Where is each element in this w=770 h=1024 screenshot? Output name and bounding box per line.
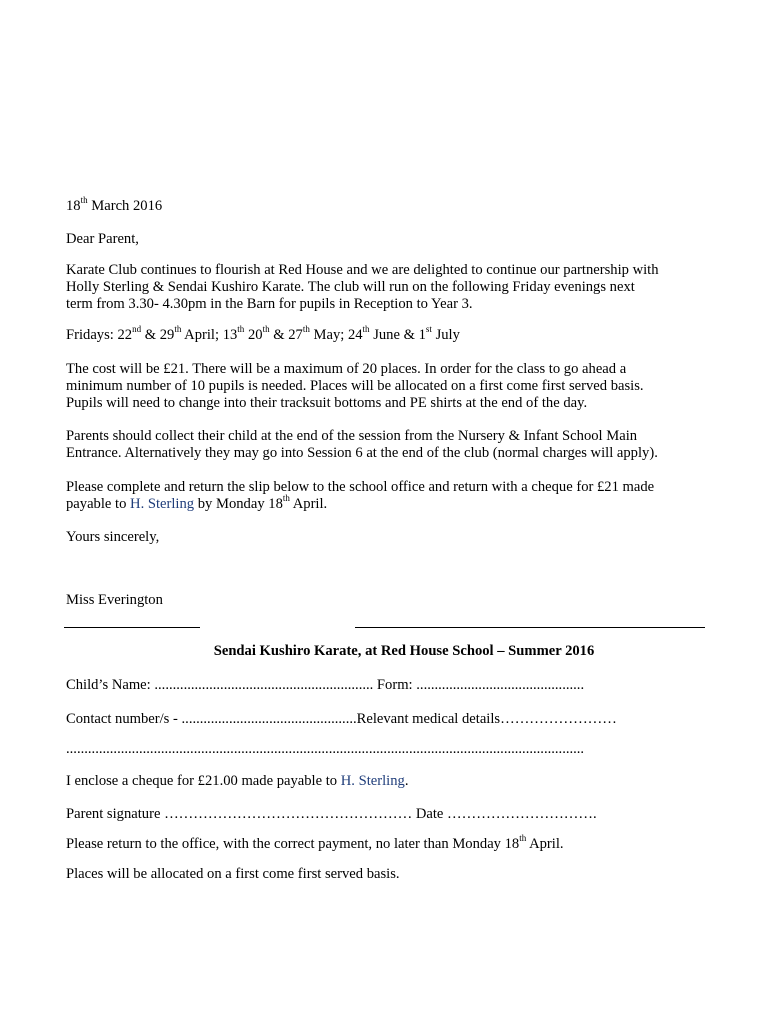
medical-field: …………………… bbox=[500, 711, 617, 727]
cheque-statement: I enclose a cheque for £21.00 made payable to H. Sterling. bbox=[66, 773, 409, 789]
cheque-payee: H. Sterling bbox=[340, 773, 405, 789]
signature-name: Miss Everington bbox=[66, 592, 163, 608]
child-name-field: ............................................................ bbox=[154, 677, 374, 693]
slip-title: Sendai Kushiro Karate, at Red House School – Summer 2016 bbox=[213, 642, 595, 659]
friday-dates: Fridays: 22nd & 29th April; 13th 20th & 27th May; 24th June & 1st July bbox=[66, 324, 460, 343]
parent-signature-field: …………………………………………… bbox=[164, 806, 413, 822]
date-label: Date bbox=[412, 806, 448, 822]
child-name-row bbox=[66, 677, 716, 694]
date-field: …………………………. bbox=[447, 806, 597, 822]
child-name-label: Child’s Name: bbox=[66, 677, 155, 693]
salutation: Dear Parent, bbox=[66, 231, 139, 247]
contact-field: ................................................ bbox=[181, 711, 357, 727]
form-field: .............................................. bbox=[416, 677, 585, 693]
contact-row bbox=[66, 711, 716, 728]
parent-signature-row bbox=[66, 806, 716, 823]
extra-details-field: .............................................................................................................................................. bbox=[66, 741, 585, 757]
paragraph-cost: The cost will be £21. There will be a maximum of 20 places. In order for the class to go ahead a minimum number of 10 pupils is needed. Places will be allocated on a first come first served basis. Pupils will need to change into their tracksuit bottoms and PE shirts at the end of the day. bbox=[66, 361, 644, 411]
payee-name: H. Sterling bbox=[130, 496, 195, 512]
paragraph-collection: Parents should collect their child at the end of the session from the Nursery & Infant School Main Entrance. Alternatively they may go into Session 6 at the end of the club (normal charges will apply). bbox=[66, 428, 658, 461]
paragraph-intro: Karate Club continues to flourish at Red House and we are delighted to continue our partnership with Holly Sterling & Sendai Kushiro Karate. The club will run on the following Friday evenings next term from 3.30- 4.30pm in the Barn for pupils in Reception to Year 3. bbox=[66, 262, 659, 312]
form-label: Form: bbox=[373, 677, 417, 693]
paragraph-return: Please complete and return the slip below to the school office and return with a cheque for £21 made payable to H. Sterling by Monday 18th April. bbox=[66, 479, 655, 512]
parent-signature-label: Parent signature bbox=[66, 806, 165, 822]
contact-label: Contact number/s - bbox=[66, 711, 182, 727]
allocation-note: Places will be allocated on a first come first served basis. bbox=[66, 866, 400, 882]
closing: Yours sincerely, bbox=[66, 529, 160, 545]
letter-date: 18th March 2016 bbox=[66, 195, 163, 214]
cut-line-left bbox=[64, 627, 200, 628]
cut-line-right bbox=[355, 627, 705, 628]
return-instruction: Please return to the office, with the correct payment, no later than Monday 18th April. bbox=[66, 833, 564, 852]
medical-label: Relevant medical details bbox=[356, 711, 501, 727]
